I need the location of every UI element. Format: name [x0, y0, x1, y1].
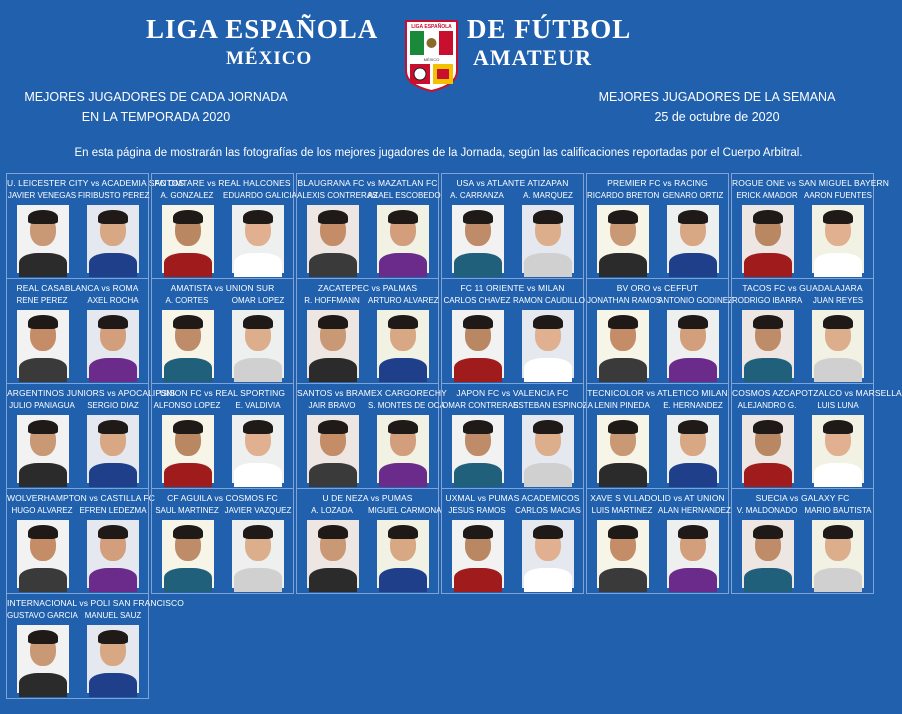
player-name: FIRIBUSTO PEREZ	[78, 191, 150, 200]
player-name: RODRIGO IBARRA	[732, 296, 803, 305]
player-name: AXEL ROCHA	[87, 296, 139, 305]
match-title: SANTOS vs BRAMEX CARGORECHY	[297, 388, 447, 398]
player-photo	[232, 520, 284, 588]
match-title: TECNICOLOR vs ATLETICO MILAN	[587, 388, 728, 398]
player-name: GENARO ORTIZ	[662, 191, 724, 200]
player-name: V. MALDONADO	[736, 506, 798, 515]
player-name: RAMON CAUDILLO	[513, 296, 586, 305]
soccer-ball-icon	[414, 68, 426, 80]
player-photo	[667, 415, 719, 483]
match-title: TACOS FC vs GUADALAJARA	[742, 283, 863, 293]
player-name: ERICK AMADOR	[736, 191, 798, 200]
player-photo	[812, 310, 864, 378]
match-card	[6, 488, 155, 594]
match-card	[441, 278, 584, 384]
match-title: WOLVERHAMPTON vs CASTILLA FC	[7, 493, 155, 503]
match-title: U DE NEZA vs PUMAS	[322, 493, 413, 503]
player-photo	[232, 310, 284, 378]
match-title: ARGENTINOS JUNIORS vs APOCALIPSIS	[7, 388, 176, 398]
match-title: FC OMTARE vs REAL HALCONES	[154, 178, 291, 188]
player-name: JONATHAN RAMOS	[587, 296, 662, 305]
player-photo	[307, 205, 359, 273]
player-name: ALEXIS CONTRERAS	[297, 191, 378, 200]
eagle-icon	[427, 38, 437, 48]
player-name: A. CORTES	[165, 296, 209, 305]
player-photo	[522, 205, 574, 273]
player-name: OMAR CONTRERAS	[442, 401, 519, 410]
match-title: UXMAL vs PUMAS ACADEMICOS	[445, 493, 580, 503]
season-heading-line1: MEJORES JUGADORES DE CADA JORNADA	[24, 90, 288, 104]
player-name: LUIS LUNA	[817, 401, 859, 410]
match-card	[6, 383, 176, 489]
player-photo	[452, 310, 504, 378]
title-left: LIGA ESPAÑOLA	[146, 14, 379, 44]
player-photo	[87, 205, 139, 273]
player-name: JUAN REYES	[812, 296, 864, 305]
match-title: U. LEICESTER CITY vs ACADEMIA SANTOS	[7, 178, 185, 188]
player-name: ALFONSO LOPEZ	[153, 401, 221, 410]
player-name: ESTEBAN ESPINOZA	[513, 401, 594, 410]
player-photo	[742, 415, 794, 483]
match-card	[731, 278, 874, 384]
intro-text: En esta página de mostrarán las fotografías de los mejores jugadores de la Jornada, según las calificaciones reportadas por el Cuerpo Arbitral.	[74, 147, 803, 159]
player-photo	[522, 520, 574, 588]
player-name: HUGO ALVAREZ	[11, 506, 73, 515]
player-name: JAIR BRAVO	[308, 401, 356, 410]
match-card	[441, 383, 594, 489]
player-name: JESUS RAMOS	[448, 506, 506, 515]
match-card	[731, 383, 902, 489]
match-card	[296, 278, 439, 384]
player-photo	[377, 310, 429, 378]
match-title: XAVE S VLLADOLID vs AT UNION	[590, 493, 725, 503]
player-photo	[17, 625, 69, 693]
match-card	[731, 488, 874, 594]
player-photo	[377, 415, 429, 483]
player-photo	[522, 310, 574, 378]
player-photo	[307, 310, 359, 378]
player-photo	[597, 520, 649, 588]
player-photo	[742, 520, 794, 588]
match-card	[441, 173, 584, 279]
player-photo	[812, 205, 864, 273]
player-photo	[232, 415, 284, 483]
player-photo	[162, 415, 214, 483]
player-photo	[742, 310, 794, 378]
player-name: A. LOZADA	[311, 506, 353, 515]
player-photo	[377, 520, 429, 588]
player-photo	[597, 310, 649, 378]
player-name: RICARDO BRETON	[587, 191, 660, 200]
title-left-sub: MÉXICO	[226, 48, 313, 69]
title-right-sub: AMATEUR	[473, 45, 593, 70]
match-card	[6, 278, 149, 384]
player-photo	[87, 415, 139, 483]
player-photo	[307, 520, 359, 588]
match-title: COSMOS AZCAPOTZALCO vs MARSELLA	[732, 388, 902, 398]
player-name: ANTONIO GODINEZ	[658, 296, 733, 305]
player-photo	[812, 415, 864, 483]
player-name: SERGIO DIAZ	[87, 401, 139, 410]
player-photo	[17, 310, 69, 378]
player-name: OMAR LOPEZ	[231, 296, 285, 305]
player-name: AZAEL ESCOBEDO	[368, 191, 441, 200]
player-photo	[667, 520, 719, 588]
player-name: ARTURO ALVAREZ	[368, 296, 439, 305]
season-heading	[16, 87, 296, 127]
player-photo	[17, 520, 69, 588]
player-name: LENIN PINEDA	[594, 401, 650, 410]
player-photo	[742, 205, 794, 273]
match-card	[151, 383, 294, 489]
player-name: A. CARRANZA	[450, 191, 504, 200]
match-card	[296, 488, 442, 594]
match-card	[151, 278, 294, 384]
match-title: PREMIER FC vs RACING	[607, 178, 708, 188]
player-name: MARIO BAUTISTA	[804, 506, 872, 515]
player-name: S. MONTES DE OCA	[368, 401, 445, 410]
week-heading	[577, 87, 857, 127]
match-card	[731, 173, 889, 279]
player-name: JULIO PANIAGUA	[9, 401, 75, 410]
player-photo	[452, 520, 504, 588]
match-card	[586, 383, 729, 489]
player-name: CARLOS CHAVEZ	[443, 296, 511, 305]
player-name: MIGUEL CARMONA	[368, 506, 442, 515]
match-title: BV ORO vs CEFFUT	[616, 283, 699, 293]
match-title: AMATISTA vs UNION SUR	[170, 283, 275, 293]
player-photo	[162, 205, 214, 273]
match-card	[586, 488, 729, 594]
player-name: AARON FUENTES	[803, 191, 872, 200]
player-name: EFREN LEDEZMA	[79, 506, 147, 515]
site-header	[0, 12, 877, 82]
player-name: GUSTAVO GARCIA	[7, 611, 78, 620]
player-photo	[17, 415, 69, 483]
player-photo	[452, 205, 504, 273]
player-photo	[452, 415, 504, 483]
logo-sub: MÉXICO	[423, 57, 440, 62]
match-title: CF AGUILA vs COSMOS FC	[167, 493, 278, 503]
player-photo	[597, 415, 649, 483]
match-card	[6, 593, 184, 699]
match-title: UNION FC vs REAL SPORTING	[159, 388, 286, 398]
player-name: E. VALDIVIA	[235, 401, 281, 410]
player-photo	[522, 415, 574, 483]
player-photo	[17, 205, 69, 273]
player-name: E. HERNANDEZ	[663, 401, 723, 410]
player-name: ALAN HERNANDEZ	[658, 506, 731, 515]
player-photo	[667, 205, 719, 273]
week-heading-date: 25 de octubre de 2020	[654, 110, 780, 124]
player-name: MANUEL SAUZ	[84, 611, 142, 620]
player-name: EDUARDO GALICIA	[223, 191, 297, 200]
player-photo	[87, 625, 139, 693]
match-title: SUECIA vs GALAXY FC	[755, 493, 850, 503]
player-name: CARLOS MACIAS	[515, 506, 581, 515]
match-title: BLAUGRANA FC vs MAZATLAN FC	[297, 178, 438, 188]
player-name: LUIS MARTINEZ	[591, 506, 653, 515]
player-name: A. MARQUEZ	[523, 191, 573, 200]
player-name: SAUL MARTINEZ	[155, 506, 219, 515]
match-card	[441, 488, 584, 594]
match-card	[151, 173, 297, 279]
match-title: REAL CASABLANCA vs ROMA	[16, 283, 139, 293]
match-card	[586, 278, 733, 384]
season-heading-line2: EN LA TEMPORADA 2020	[81, 110, 231, 124]
player-photo	[162, 520, 214, 588]
week-heading-line1: MEJORES JUGADORES DE LA SEMANA	[598, 90, 836, 104]
player-name: RENE PEREZ	[16, 296, 68, 305]
player-photo	[87, 310, 139, 378]
player-photo	[162, 310, 214, 378]
player-name: ALEJANDRO G.	[737, 401, 797, 410]
match-title: JAPON FC vs VALENCIA FC	[456, 388, 569, 398]
title-right: DE FÚTBOL	[467, 14, 632, 44]
match-card	[296, 173, 439, 279]
match-card	[296, 383, 447, 489]
player-photo	[812, 520, 864, 588]
player-photo	[597, 205, 649, 273]
player-name: A. GONZALEZ	[160, 191, 214, 200]
player-name: JAVIER VENEGAS	[7, 191, 77, 200]
match-title: INTERNACIONAL vs POLI SAN FRANCISCO	[7, 598, 184, 608]
player-name: R. HOFFMANN	[304, 296, 360, 305]
player-photo	[232, 205, 284, 273]
logo-text: LIGA ESPAÑOLA	[411, 24, 452, 30]
player-photo	[667, 310, 719, 378]
match-card	[6, 173, 185, 279]
match-title: FC 11 ORIENTE vs MILAN	[460, 283, 565, 293]
player-photo	[87, 520, 139, 588]
player-photo	[307, 415, 359, 483]
match-title: ZACATEPEC vs PALMAS	[317, 283, 418, 293]
player-name: JAVIER VAZQUEZ	[224, 506, 292, 515]
match-title: ROGUE ONE vs SAN MIGUEL BAYERN	[732, 178, 889, 188]
league-logo	[404, 19, 459, 93]
match-title: USA vs ATLANTE ATIZAPAN	[456, 178, 569, 188]
match-card	[151, 488, 294, 594]
match-card	[586, 173, 729, 279]
player-photo	[377, 205, 429, 273]
